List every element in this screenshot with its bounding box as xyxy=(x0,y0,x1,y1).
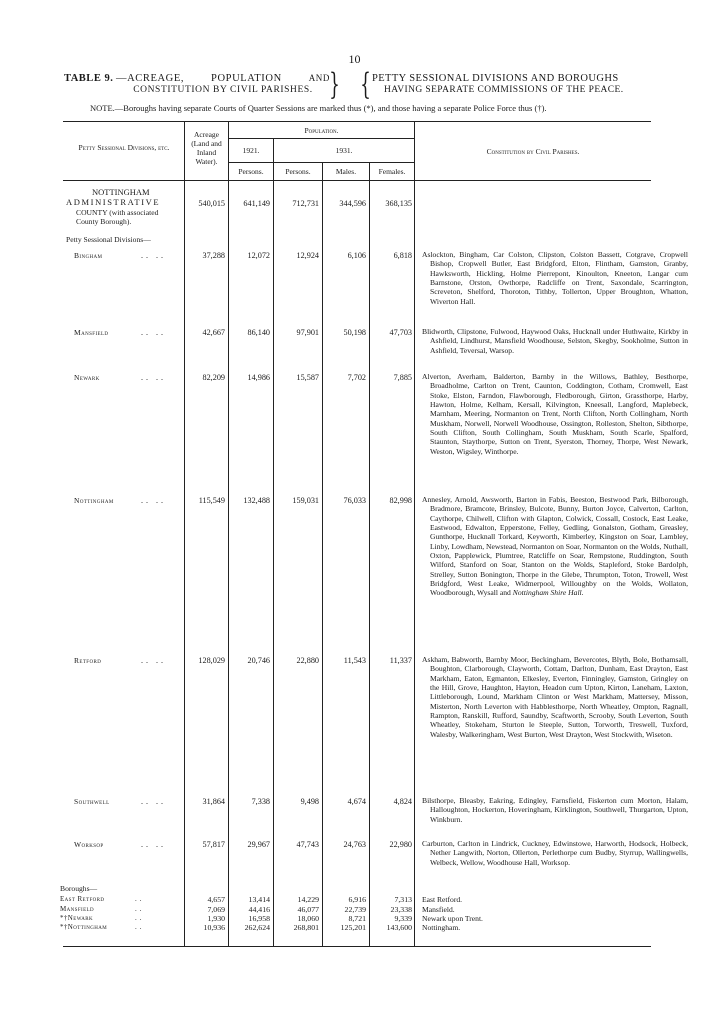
population-underline xyxy=(228,138,414,139)
division-persons-1931: 47,743 xyxy=(296,840,319,849)
title-left-part-b: POPULATION xyxy=(211,73,282,84)
borough-dots: .. xyxy=(135,895,145,903)
division-acreage: 57,817 xyxy=(202,840,225,849)
borough-females: 7,313 xyxy=(394,895,412,904)
division-persons-1931: 159,031 xyxy=(292,496,319,505)
parishes-text: Askham, Babworth, Barnby Moor, Beckingham, Bevercotes, Blyth, Bole, Bothamsall, Boughton, Clarborough, Clayworth, Cottam, Darlton, Dunham, East Drayton, East Markham, Eaton, Egmanton, Elkesley, Everton, Finningley, Gamston, Gringley on the Hill, Grove, Haughton, Hayton, Headon cum Upton, Kirton, Laneham, Laxton, Littleborough, Lound, Markham Clinton or West Markham, Mattersey, Misson, Misterton, North Leverton with Habblesthorpe, North Wheatley, Ompton, Ragnall, Rampton, Ranskill, Rufford, Saundby, Scaftworth, Scrooby, South Leverton, South Wheatley, Stokeham, Sturton le Steeple, Sutton, Torworth, Treswell, Tuxford, Walesby, Walkeringham, West Burton, West Drayton, West Stockwith, Wiseton. xyxy=(422,655,688,739)
borough-males: 8,721 xyxy=(348,914,366,923)
col-divider-males xyxy=(322,162,323,946)
division-females: 11,337 xyxy=(389,656,412,665)
parishes-text: Aslockton, Bingham, Car Colston, Clipston, Colston Bassett, Cotgrave, Cropwell Bishop, Cropwell Butler, East Bridgford, Elton, Flintham, Gamston, Granby, Hawksworth, Hickling, Holme Pierrepont, Kinoulton, Kneeton, Langar cum Barnstone, Orston, Owthorpe, Radcliffe on Trent, Saxondale, Scarrington, Screveton, Shelford, Thoroton, Tithby, Tollerton, Upper Broughton, Whatton, Wiverton Hall. xyxy=(422,250,688,306)
title-left-part-a: —ACREAGE, xyxy=(116,73,185,84)
county-line3: COUNTY (with associated xyxy=(76,208,159,217)
table-bottom-rule xyxy=(63,946,651,947)
division-parishes xyxy=(422,796,688,824)
table-title-right xyxy=(372,73,652,95)
division-persons-1921: 132,488 xyxy=(243,496,270,505)
division-parishes xyxy=(422,655,688,739)
parishes-text: Annesley, Arnold, Awsworth, Barton in Fabis, Beeston, Bestwood Park, Bilborough, Bradmore, Bramcote, Brinsley, Bulcote, Bunny, Burton Joyce, Calverton, Carlton, Caythorpe, Chilwell, Clifton with Glapton, Colwick, Cossall, Costock, East Leake, Eastwood, Edwalton, Epperstone, Felley, Gedling, Gonalston, Gotham, Greasley, Gunthorpe, Hucknall Torkard, Keyworth, Kimberley, Kingston on Soar, Lambley, Linby, Lowdham, Newstead, Normanton on Soar, Normanton on the Wolds, Nuthall, Oxton, Papplewick, Plumtree, Ratcliffe on Soar, Rempstone, Ruddington, South Wilford, Stanford on Soar, Stanton on the Wolds, Stapleford, Stoke Bardolph, Strelley, Sutton Bonington, Thorpe in the Glebe, Thrumpton, Toton, Trowell, West Bridgford, West Leake, Widmerpool, Willoughby on the Wolds, Wollaton, Woodborough, Wysall and xyxy=(422,495,688,598)
division-name: Bingham xyxy=(74,251,103,260)
borough-parishes: East Retford. xyxy=(422,895,463,904)
division-males: 11,543 xyxy=(343,656,366,665)
borough-males: 125,201 xyxy=(340,923,366,932)
borough-persons-1931: 268,801 xyxy=(293,923,319,932)
borough-name: Mansfield xyxy=(60,905,94,913)
division-females: 82,998 xyxy=(389,496,412,505)
borough-females: 9,339 xyxy=(394,914,412,923)
division-dots: .. .. xyxy=(141,251,166,260)
left-brace-glyph: { xyxy=(360,67,371,102)
division-persons-1921: 29,967 xyxy=(247,840,270,849)
borough-parishes: Mansfield. xyxy=(422,905,455,914)
header-population: Population. xyxy=(304,126,339,135)
division-males: 6,106 xyxy=(347,251,366,260)
parishes-text: Carburton, Carlton in Lindrick, Cuckney, Edwinstowe, Harworth, Hodsock, Holbeck, Nether Langwith, Norton, Ollerton, Perlethorpe cum Budby, Styrrup, Wallingwells, Welbeck, Wellow, Woodhouse Hall, Worksop. xyxy=(422,839,688,867)
county-acreage: 540,015 xyxy=(198,199,225,208)
header-females: Females. xyxy=(378,167,406,176)
division-parishes xyxy=(422,839,688,867)
parishes-text: Blidworth, Clipstone, Fulwood, Haywood Oaks, Hucknall under Huthwaite, Kirkby in Ashfield, Lindhurst, Mansfield Woodhouse, Selston, Skegby, Sookholme, Sutton in Ashfield, Teversal, Warsop. xyxy=(422,327,688,355)
division-males: 7,702 xyxy=(347,373,366,382)
division-females: 22,980 xyxy=(389,840,412,849)
county-persons-1931: 712,731 xyxy=(292,199,319,208)
borough-name: East Retford xyxy=(60,895,105,903)
division-persons-1931: 22,880 xyxy=(296,656,319,665)
title-right-line2: HAVING SEPARATE COMMISSIONS OF THE PEACE. xyxy=(384,85,624,95)
division-acreage: 31,864 xyxy=(202,797,225,806)
division-dots: .. .. xyxy=(141,797,166,806)
col-divider-1931 xyxy=(273,139,274,946)
header-division: Petty Sessional Divisions, etc. xyxy=(78,143,170,152)
boroughs-heading: Boroughs— xyxy=(60,884,98,893)
division-acreage: 37,288 xyxy=(202,251,225,260)
table-title-left xyxy=(116,73,330,95)
division-parishes xyxy=(422,495,688,598)
division-parishes xyxy=(422,327,688,355)
borough-females: 23,338 xyxy=(390,905,412,914)
header-1931: 1931. xyxy=(335,146,353,155)
table-top-rule xyxy=(63,121,651,122)
parishes-text: Bilsthorpe, Bleasby, Eakring, Edingley, Farnsfield, Fiskerton cum Morton, Halam, Halloughton, Hockerton, Hoveringham, Kirklington, Southwell, Thurgarton, Upton, Winkburn. xyxy=(422,796,688,824)
division-name: Southwell xyxy=(74,797,110,806)
col-divider-acreage xyxy=(184,121,185,946)
borough-acreage: 4,657 xyxy=(207,895,225,904)
parishes-text: Alverton, Averham, Balderton, Barnby in the Willows, Bathley, Besthorpe, Broadholme, Carlton on Trent, Caunton, Coddington, Cotham, Cromwell, East Stoke, Elston, Farndon, Flawborough, Fledborough, Girton, Grassthorpe, Harby, Hawton, Holme, Kelham, Kersall, Kilvington, Kneesall, Langford, Maplebeck, Marnham, Meering, Normanton on Trent, North Clifton, North Collingham, North Muskham, Norwell, Norwell Woodhouse, Ossington, Rolleston, Shelton, Sibthorpe, South Clifton, South Collingham, South Muskham, South Scarle, Spalford, Staunton, Staythorpe, Sutton on Trent, Syerston, Thorney, Thorpe, West Newark, Weston, Wigsley, Winthorpe. xyxy=(422,372,688,456)
county-line1: NOTTINGHAM xyxy=(92,187,150,197)
header-persons-1931: Persons. xyxy=(285,167,311,176)
borough-acreage: 1,930 xyxy=(207,914,225,923)
division-name: Nottingham xyxy=(74,496,114,505)
psd-heading: Petty Sessional Divisions— xyxy=(66,235,151,244)
division-males: 76,033 xyxy=(343,496,366,505)
division-name: Newark xyxy=(74,373,100,382)
division-males: 24,763 xyxy=(343,840,366,849)
title-left-part-c: AND xyxy=(308,73,330,83)
borough-acreage: 10,936 xyxy=(203,923,225,932)
borough-persons-1921: 13,414 xyxy=(248,895,270,904)
borough-dots: .. xyxy=(135,914,145,922)
borough-persons-1921: 262,624 xyxy=(244,923,270,932)
division-persons-1921: 7,338 xyxy=(251,797,270,806)
county-persons-1921: 641,149 xyxy=(243,199,270,208)
page-number: 10 xyxy=(348,52,361,66)
division-acreage: 42,667 xyxy=(202,328,225,337)
header-constitution: Constitution by Civil Parishes. xyxy=(486,147,580,156)
county-line4: County Borough). xyxy=(76,217,132,226)
division-dots: .. .. xyxy=(141,656,166,665)
division-name: Mansfield xyxy=(74,328,109,337)
title-left-line2: CONSTITUTION BY CIVIL PARISHES. xyxy=(133,85,313,95)
borough-persons-1931: 46,077 xyxy=(297,905,319,914)
division-males: 50,198 xyxy=(343,328,366,337)
division-acreage: 115,549 xyxy=(198,496,225,505)
table-note: NOTE.—Boroughs having separate Courts of Quarter Sessions are marked thus (*), and those having a separate Police Force thus (†). xyxy=(90,103,547,113)
borough-persons-1931: 18,060 xyxy=(297,914,319,923)
division-persons-1921: 14,986 xyxy=(247,373,270,382)
county-females: 368,135 xyxy=(385,199,412,208)
year-underline xyxy=(228,162,414,163)
division-acreage: 128,029 xyxy=(198,656,225,665)
division-dots: .. .. xyxy=(141,328,166,337)
division-dots: .. .. xyxy=(141,496,166,505)
borough-name: *†Nottingham xyxy=(60,923,108,931)
division-persons-1931: 15,587 xyxy=(296,373,319,382)
division-persons-1931: 9,498 xyxy=(300,797,319,806)
division-females: 47,703 xyxy=(389,328,412,337)
borough-acreage: 7,069 xyxy=(207,905,225,914)
division-parishes xyxy=(422,250,688,306)
col-divider-constitution xyxy=(414,121,415,946)
division-acreage: 82,209 xyxy=(202,373,225,382)
division-persons-1921: 86,140 xyxy=(247,328,270,337)
division-name: Retford xyxy=(74,656,102,665)
header-1921: 1921. xyxy=(242,146,260,155)
division-persons-1931: 97,901 xyxy=(296,328,319,337)
table-label: TABLE 9. xyxy=(64,73,114,84)
right-brace-glyph: } xyxy=(329,67,340,102)
division-persons-1921: 20,746 xyxy=(247,656,270,665)
division-name: Worksop xyxy=(74,840,104,849)
header-persons-1921: Persons. xyxy=(238,167,264,176)
borough-dots: .. xyxy=(135,923,145,931)
col-divider-1921 xyxy=(228,121,229,946)
borough-persons-1921: 44,416 xyxy=(248,905,270,914)
borough-persons-1921: 16,958 xyxy=(248,914,270,923)
header-acreage: Acreage (Land and Inland Water). xyxy=(191,130,222,166)
header-males: Males. xyxy=(335,167,357,176)
col-divider-females xyxy=(369,162,370,946)
division-females: 4,824 xyxy=(393,797,412,806)
borough-males: 22,739 xyxy=(344,905,366,914)
borough-persons-1931: 14,229 xyxy=(297,895,319,904)
division-females: 7,885 xyxy=(393,373,412,382)
borough-parishes: Nottingham. xyxy=(422,923,461,932)
division-persons-1931: 12,924 xyxy=(296,251,319,260)
division-males: 4,674 xyxy=(347,797,366,806)
division-females: 6,818 xyxy=(393,251,412,260)
division-persons-1921: 12,072 xyxy=(247,251,270,260)
borough-dots: .. xyxy=(135,905,145,913)
county-males: 344,596 xyxy=(339,199,366,208)
county-line2: ADMINISTRATIVE xyxy=(66,197,161,207)
borough-parishes: Newark upon Trent. xyxy=(422,914,483,923)
header-bottom-rule xyxy=(63,180,651,181)
division-parishes xyxy=(422,372,688,456)
borough-name: *†Newark xyxy=(60,914,94,922)
division-dots: .. .. xyxy=(141,840,166,849)
title-right-line1: PETTY SESSIONAL DIVISIONS AND BOROUGHS xyxy=(372,73,619,84)
parishes-italic-text: Nottingham Shire Hall. xyxy=(512,588,584,598)
borough-males: 6,916 xyxy=(348,895,366,904)
borough-females: 143,600 xyxy=(386,923,412,932)
division-dots: .. .. xyxy=(141,373,166,382)
